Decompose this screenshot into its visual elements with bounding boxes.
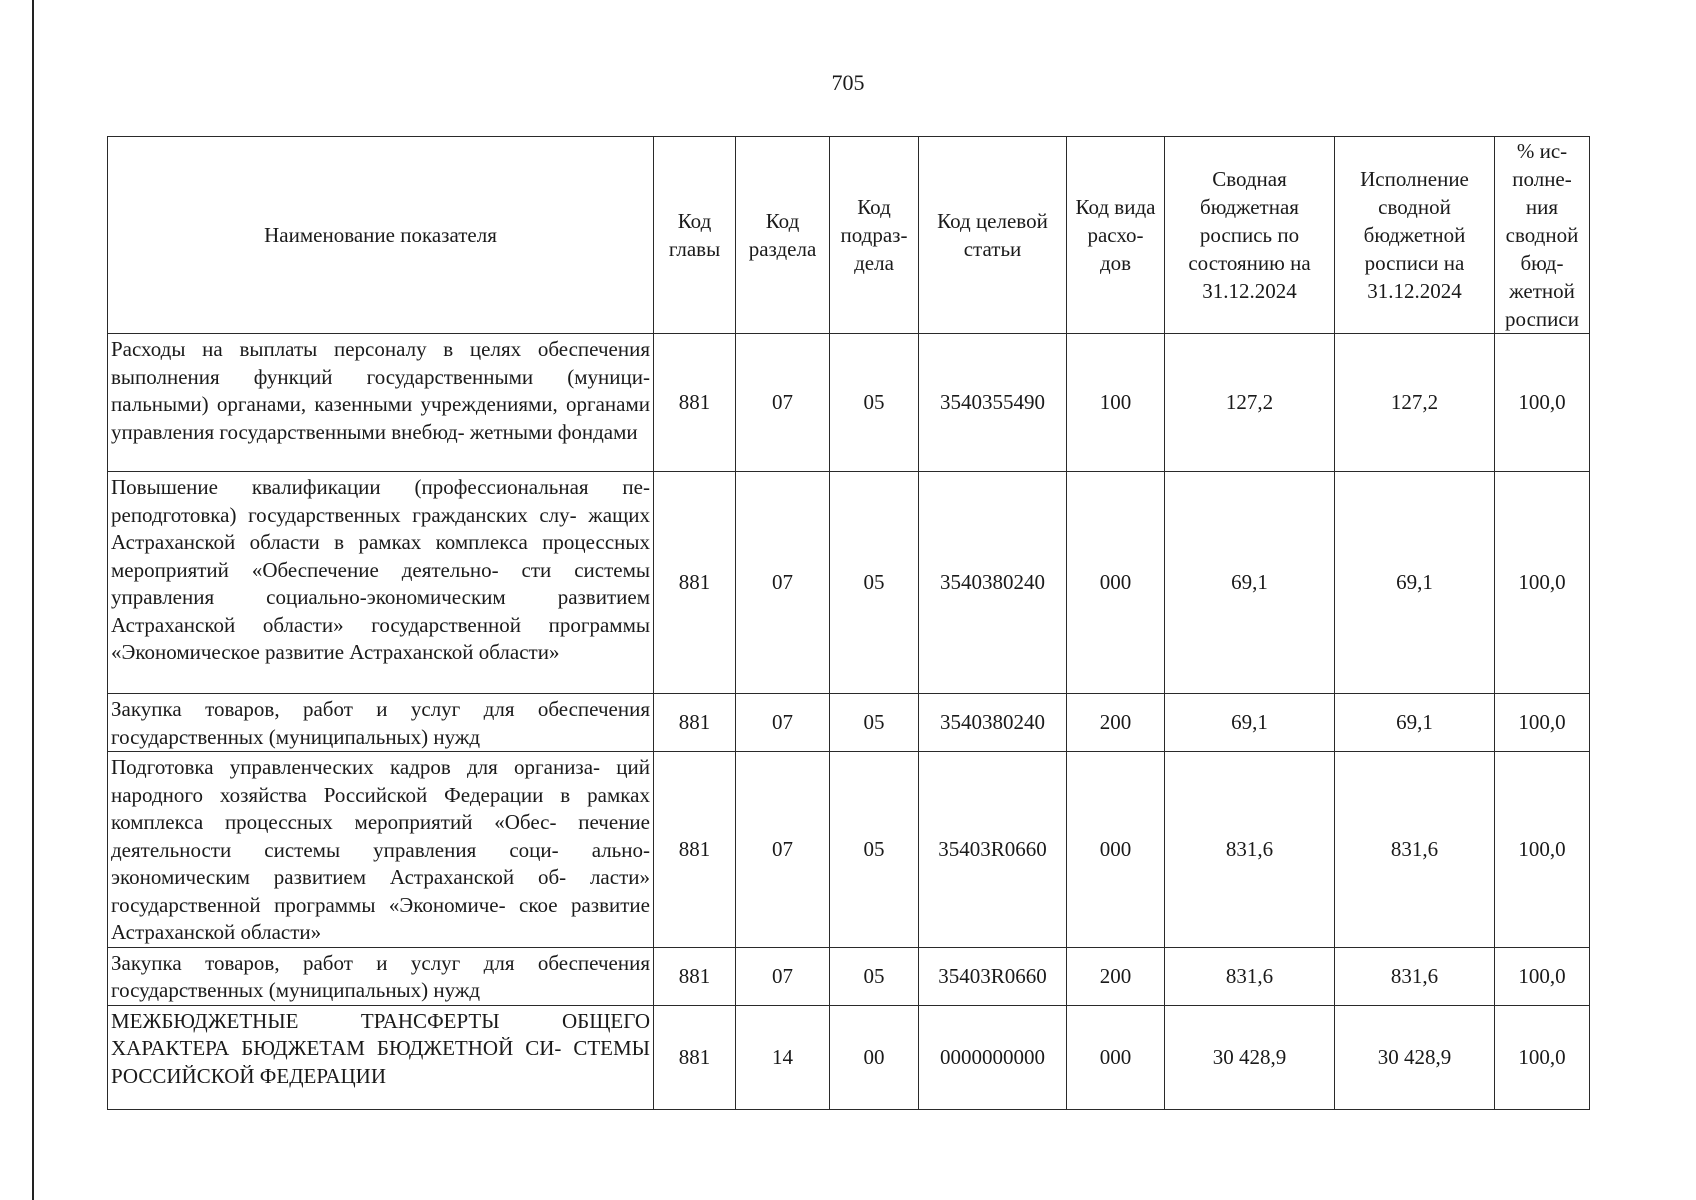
row-chapter-code: 881 <box>654 947 736 1005</box>
row-expense-type-code: 100 <box>1067 334 1165 472</box>
header-chapter-code: Код главы <box>654 137 736 334</box>
table-row <box>108 752 1590 948</box>
row-execution-percent: 100,0 <box>1495 472 1590 694</box>
table-row <box>108 694 1590 752</box>
row-budget-plan: 30 428,9 <box>1165 1005 1335 1109</box>
row-chapter-code: 881 <box>654 752 736 948</box>
row-chapter-code: 881 <box>654 334 736 472</box>
row-name: Подготовка управленческих кадров для организа- ций народного хозяйства Российской Федерации в рамках комплекса процессных мероприятий «Обес- печение деятельности системы управления соци- ально-экономическим развитием Астраханской об- ласти» государственной программы «Экономиче- ское развитие Астраханской области» <box>108 752 654 948</box>
row-budget-execution: 30 428,9 <box>1335 1005 1495 1109</box>
row-expense-type-code: 000 <box>1067 752 1165 948</box>
row-subsection-code: 00 <box>830 1005 919 1109</box>
row-budget-plan: 831,6 <box>1165 752 1335 948</box>
row-execution-percent: 100,0 <box>1495 694 1590 752</box>
row-section-code: 07 <box>736 694 830 752</box>
row-subsection-code: 05 <box>830 472 919 694</box>
table-header-row <box>108 137 1590 334</box>
row-subsection-code: 05 <box>830 694 919 752</box>
row-budget-execution: 831,6 <box>1335 947 1495 1005</box>
row-budget-plan: 69,1 <box>1165 472 1335 694</box>
header-expense-type-code: Код вида расхо- дов <box>1067 137 1165 334</box>
row-expense-type-code: 200 <box>1067 947 1165 1005</box>
row-name: Повышение квалификации (профессиональная пе- реподготовка) государственных гражданских слу- жащих Астраханской области в рамках комплекса процессных мероприятий «Обеспечение деятельно- сти системы управления социально-экономическим развитием Астраханской области» государственной программы «Экономическое развитие Астраханской области» <box>108 472 654 694</box>
row-budget-execution: 127,2 <box>1335 334 1495 472</box>
row-subsection-code: 05 <box>830 947 919 1005</box>
row-budget-execution: 69,1 <box>1335 694 1495 752</box>
row-section-code: 07 <box>736 947 830 1005</box>
row-target-article-code: 35403R0660 <box>919 947 1067 1005</box>
row-target-article-code: 3540380240 <box>919 694 1067 752</box>
header-budget-plan: Сводная бюджетная роспись по состоянию на 31.12.2024 <box>1165 137 1335 334</box>
row-budget-plan: 127,2 <box>1165 334 1335 472</box>
row-section-code: 07 <box>736 472 830 694</box>
binding-line <box>32 0 34 1200</box>
row-section-code: 07 <box>736 334 830 472</box>
row-execution-percent: 100,0 <box>1495 752 1590 948</box>
table-row <box>108 472 1590 694</box>
row-execution-percent: 100,0 <box>1495 334 1590 472</box>
row-subsection-code: 05 <box>830 752 919 948</box>
row-target-article-code: 3540355490 <box>919 334 1067 472</box>
row-target-article-code: 0000000000 <box>919 1005 1067 1109</box>
row-execution-percent: 100,0 <box>1495 947 1590 1005</box>
row-name: Расходы на выплаты персоналу в целях обеспечения выполнения функций государственными (муници- пальными) органами, казенными учреждениями, органами управления государственными внебюд- жетными фондами <box>108 334 654 472</box>
row-target-article-code: 3540380240 <box>919 472 1067 694</box>
row-chapter-code: 881 <box>654 1005 736 1109</box>
page-number: 705 <box>831 70 865 95</box>
row-expense-type-code: 000 <box>1067 472 1165 694</box>
row-section-code: 14 <box>736 1005 830 1109</box>
row-chapter-code: 881 <box>654 472 736 694</box>
table-row <box>108 947 1590 1005</box>
header-budget-execution: Исполнение сводной бюджетной росписи на 31.12.2024 <box>1335 137 1495 334</box>
row-execution-percent: 100,0 <box>1495 1005 1590 1109</box>
table-row <box>108 334 1590 472</box>
row-target-article-code: 35403R0660 <box>919 752 1067 948</box>
row-name: Закупка товаров, работ и услуг для обеспечения государственных (муниципальных) нужд <box>108 694 654 752</box>
table-row <box>108 1005 1590 1109</box>
row-budget-plan: 69,1 <box>1165 694 1335 752</box>
row-budget-execution: 69,1 <box>1335 472 1495 694</box>
row-expense-type-code: 000 <box>1067 1005 1165 1109</box>
header-target-article-code: Код целевой статьи <box>919 137 1067 334</box>
row-budget-plan: 831,6 <box>1165 947 1335 1005</box>
header-execution-percent: % ис- полне- ния сводной бюд- жетной росписи <box>1495 137 1590 334</box>
row-name: МЕЖБЮДЖЕТНЫЕ ТРАНСФЕРТЫ ОБЩЕГО ХАРАКТЕРА БЮДЖЕТАМ БЮДЖЕТНОЙ СИ- СТЕМЫ РОССИЙСКОЙ ФЕДЕРАЦИИ <box>108 1005 654 1109</box>
header-name: Наименование показателя <box>108 137 654 334</box>
budget-execution-table <box>107 136 1590 1110</box>
row-budget-execution: 831,6 <box>1335 752 1495 948</box>
row-expense-type-code: 200 <box>1067 694 1165 752</box>
header-subsection-code: Код подраз- дела <box>830 137 919 334</box>
row-subsection-code: 05 <box>830 334 919 472</box>
row-chapter-code: 881 <box>654 694 736 752</box>
row-section-code: 07 <box>736 752 830 948</box>
header-section-code: Код раздела <box>736 137 830 334</box>
row-name: Закупка товаров, работ и услуг для обеспечения государственных (муниципальных) нужд <box>108 947 654 1005</box>
